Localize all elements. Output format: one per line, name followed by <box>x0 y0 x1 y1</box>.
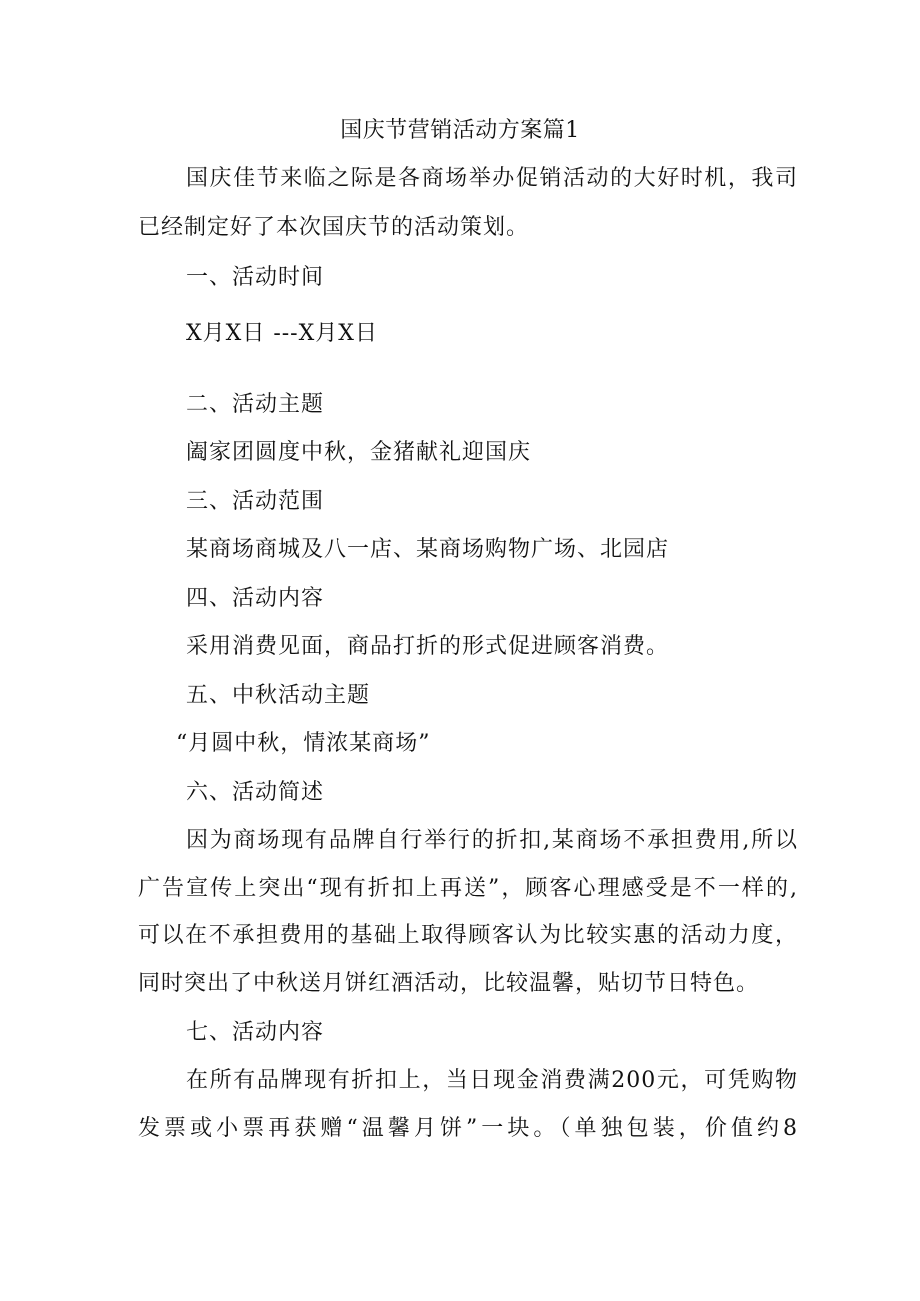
section-heading: 七、活动内容 <box>186 1020 325 1045</box>
section-heading: 二、活动主题 <box>186 392 325 417</box>
section-heading: 五、中秋活动主题 <box>186 683 371 708</box>
paragraph-line: 已经制定好了本次国庆节的活动策划。 <box>138 215 530 240</box>
paragraph-line: 可以在不承担费用的基础上取得顾客认为比较实惠的活动力度， <box>138 923 798 948</box>
paragraph-line: 同时突出了中秋送月饼红酒活动，比较温馨，贴切节日特色。 <box>138 971 760 996</box>
paragraph-line: 阖家团圆度中秋，金猪献礼迎国庆 <box>186 440 532 465</box>
paragraph-line: 发票或小票再获赠“温馨月饼”一块。（单独包装，价值约8 <box>138 1116 798 1141</box>
paragraph-line: 某商场商城及八一店、某商场购物广场、北园店 <box>186 537 670 562</box>
paragraph-line: 在所有品牌现有折扣上，当日现金消费满200元，可凭购物 <box>186 1068 798 1093</box>
document-title: 国庆节营销活动方案篇1 <box>340 118 580 143</box>
section-heading: 六、活动简述 <box>186 780 325 805</box>
paragraph-line: 采用消费见面，商品打折的形式促进顾客消费。 <box>186 634 670 659</box>
paragraph-line: 广告宣传上突出“现有折扣上再送”，顾客心理感受是不一样的, <box>138 876 798 901</box>
paragraph-line: 因为商场现有品牌自行举行的折扣,某商场不承担费用,所以 <box>186 828 798 853</box>
section-heading: 四、活动内容 <box>186 586 325 611</box>
section-heading: 三、活动范围 <box>186 489 325 514</box>
paragraph-line: X月X日 ---X月X日 <box>186 321 378 346</box>
section-heading: 一、活动时间 <box>186 265 325 290</box>
paragraph-line: “月圆中秋，情浓某商场” <box>176 731 431 756</box>
paragraph-line: 国庆佳节来临之际是各商场举办促销活动的大好时机，我司 <box>186 166 798 191</box>
